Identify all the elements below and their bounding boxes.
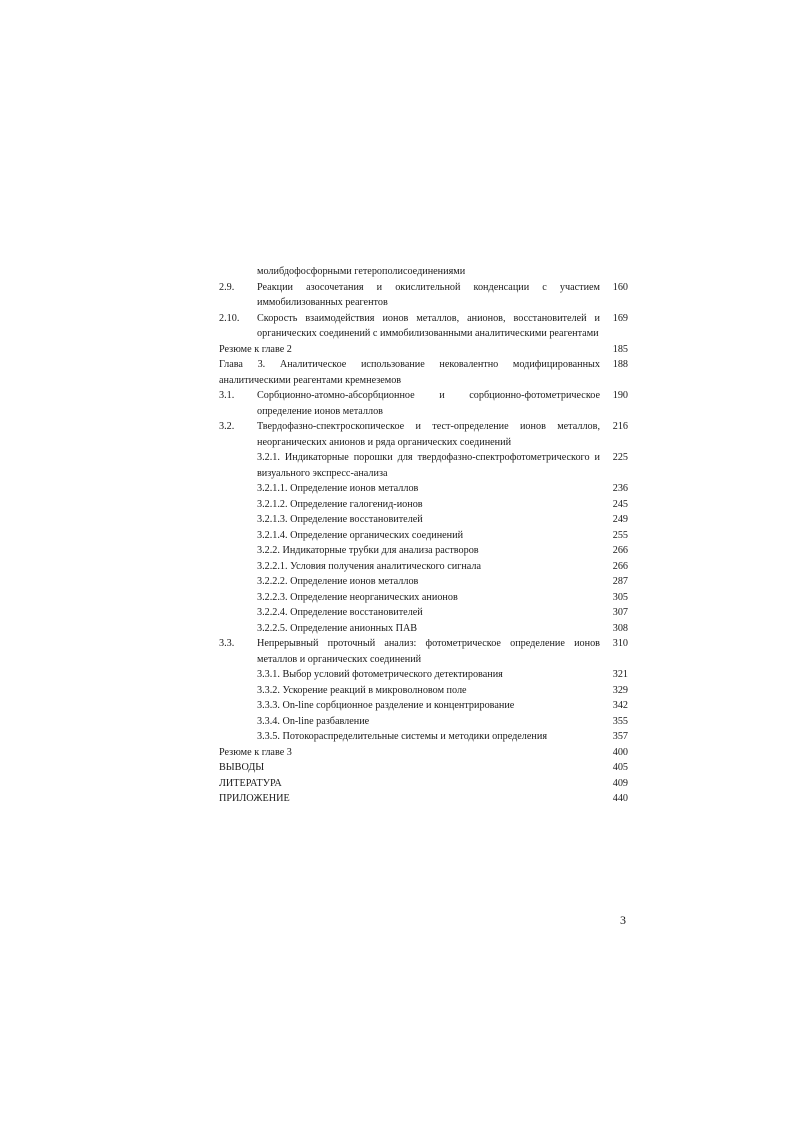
toc-entry <box>219 450 628 481</box>
toc-entry <box>219 543 628 559</box>
toc-entry <box>219 714 628 730</box>
toc-entry-page: 266 <box>612 545 628 556</box>
toc-entry-page: 266 <box>612 560 628 572</box>
toc-entry-title: ВЫВОДЫ <box>219 762 265 773</box>
toc-entry-number: 3.3. <box>219 638 235 649</box>
toc-entry-page: 400 <box>612 746 628 758</box>
toc-entry-title: 3.2.1.2. Определение галогенид-ионов <box>257 498 423 510</box>
toc-entry <box>219 419 628 450</box>
toc-entry-page: 307 <box>612 607 628 618</box>
toc-entry-page: 216 <box>612 421 628 432</box>
toc-entry-page: 249 <box>612 514 628 525</box>
toc-entry-title: 3.2.2.1. Условия получения аналитического сигнала <box>257 560 482 572</box>
toc-entry <box>219 698 628 714</box>
toc-entry-page: 190 <box>612 390 628 401</box>
toc-entry <box>219 667 628 683</box>
toc-entry <box>219 683 628 699</box>
toc-entry-title: 3.2.1.3. Определение восстановителей <box>257 514 423 525</box>
toc-entry-title: Глава 3. Аналитическое использование нековалентно модифицированных аналитическими реагентами кремнеземов <box>219 359 600 386</box>
toc-entry-title: 3.3.1. Выбор условий фотометрического детектирования <box>257 669 503 680</box>
toc-entry-title: 3.2.2.5. Определение анионных ПАВ <box>257 622 418 634</box>
toc-entry-page: 308 <box>612 622 628 634</box>
toc-entry-title: 3.2.1. Индикаторные порошки для твердофазно-спектрофотометрического и визуального экспресс-анализа <box>257 452 600 479</box>
toc-entry-page: 169 <box>612 312 628 324</box>
toc-entry-title: Сорбционно-атомно-абсорбционное и сорбционно-фотометрическое определение ионов металлов <box>257 390 600 417</box>
toc-entry-title: Скорость взаимодействия ионов металлов, анионов, восстановителей и органических соединений с иммобилизованными аналитическими реагентами <box>257 312 600 339</box>
toc-entry <box>219 760 628 776</box>
toc-entry <box>219 791 628 807</box>
toc-entry-title: ЛИТЕРАТУРА <box>219 777 282 789</box>
toc-entry-page: 245 <box>612 498 628 510</box>
toc-entry-page: 409 <box>612 777 628 789</box>
toc-entry-page: 405 <box>612 762 628 773</box>
table-of-contents <box>219 264 628 807</box>
toc-entry <box>219 605 628 621</box>
toc-entry-title: Непрерывный проточный анализ: фотометрическое определение ионов металлов и органических соединений <box>257 638 600 665</box>
toc-entry-title: 3.2.2.2. Определение ионов металлов <box>257 576 419 587</box>
toc-entry-page: 310 <box>612 638 628 649</box>
toc-entry <box>219 311 628 342</box>
toc-entry-title: Реакции азосочетания и окислительной конденсации с участием иммобилизованных реагентов <box>257 281 600 308</box>
toc-entry-page: 357 <box>612 731 628 742</box>
toc-entry <box>219 636 628 667</box>
toc-entry-title: Резюме к главе 2 <box>219 343 292 355</box>
toc-entry-title: 3.3.5. Потокораспределительные системы и методики определения <box>257 731 548 742</box>
toc-entry-page: 188 <box>612 359 628 370</box>
toc-entry <box>219 745 628 761</box>
toc-entry <box>219 264 628 280</box>
toc-entry-title: молибдофосфорными гетерополисоединениями <box>257 266 466 277</box>
toc-entry <box>219 729 628 745</box>
toc-entry-number: 2.9. <box>219 281 235 293</box>
toc-entry-page: 355 <box>612 715 628 727</box>
toc-entry <box>219 388 628 419</box>
toc-entry <box>219 574 628 590</box>
toc-entry-page: 305 <box>612 591 628 603</box>
toc-entry <box>219 280 628 311</box>
toc-entry-title: 3.3.2. Ускорение реакций в микроволновом поле <box>257 684 467 696</box>
toc-entry-page: 342 <box>612 700 628 711</box>
toc-entry <box>219 357 628 388</box>
toc-entry-title: ПРИЛОЖЕНИЕ <box>219 793 290 804</box>
toc-entry <box>219 559 628 575</box>
toc-entry-page: 440 <box>612 793 628 804</box>
toc-entry-page: 255 <box>612 529 628 541</box>
toc-entry-title: 3.2.2. Индикаторные трубки для анализа растворов <box>257 545 479 556</box>
toc-entry-page: 225 <box>612 452 628 463</box>
toc-entry-title: 3.2.2.3. Определение неорганических анионов <box>257 591 458 603</box>
toc-entry <box>219 590 628 606</box>
toc-entry <box>219 497 628 513</box>
toc-entry-page: 160 <box>612 281 628 293</box>
toc-entry-title: 3.2.1.1. Определение ионов металлов <box>257 483 419 494</box>
toc-entry-title: 3.3.4. On-line разбавление <box>257 715 370 727</box>
toc-entry-page: 287 <box>612 576 628 587</box>
toc-entry-title: Твердофазно-спектроскопическое и тест-определение ионов металлов, неорганических анионов и ряда органических соединений <box>257 421 600 448</box>
toc-entry-page: 185 <box>612 343 628 355</box>
toc-entry-page: 236 <box>612 483 628 494</box>
toc-entry-page: 321 <box>612 669 628 680</box>
toc-entry-title: 3.2.2.4. Определение восстановителей <box>257 607 423 618</box>
toc-entry <box>219 621 628 637</box>
toc-entry <box>219 776 628 792</box>
toc-entry-page: 329 <box>612 684 628 696</box>
toc-entry <box>219 342 628 358</box>
toc-entry-number: 2.10. <box>219 312 240 324</box>
page-number: 3 <box>620 913 626 927</box>
toc-entry-number: 3.2. <box>219 421 235 432</box>
toc-entry-number: 3.1. <box>219 390 235 401</box>
toc-entry-title: Резюме к главе 3 <box>219 746 292 758</box>
toc-entry <box>219 481 628 497</box>
toc-entry-title: 3.2.1.4. Определение органических соединений <box>257 529 464 541</box>
toc-entry-title: 3.3.3. On-line сорбционное разделение и концентрирование <box>257 700 515 711</box>
toc-entry <box>219 528 628 544</box>
toc-entry <box>219 512 628 528</box>
